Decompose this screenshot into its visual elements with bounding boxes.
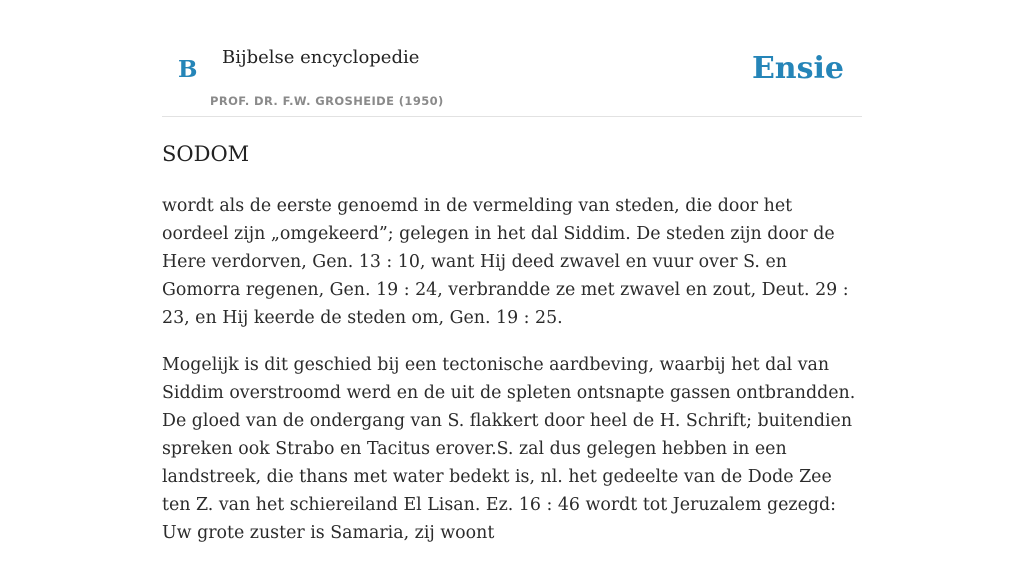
source-header (162, 0, 862, 117)
page (162, 0, 862, 543)
article-paragraph: Mogelijk is dit geschied bij een tectonische aardbeving, waarbij het dal van Siddim overstroomd werd en de uit de spleten ontsnapte gassen ontbrandden. De gloed van de ondergang van S. flakkert door heel de H. Schrift; buitendien spreken ook Strabo en Tacitus erover.S. zal dus gelegen hebben in een landstreek, die thans met water bedekt is, nl. het gedeelte van de Dode Zee ten Z. van het schiereiland El Lisan. Ez. 16 : 46 wordt tot Jeruzalem gezegd: Uw grote zuster is Samaria, zij woont (162, 355, 856, 543)
book-author: PROF. DR. F.W. GROSHEIDE (1950) (210, 94, 444, 108)
article-title: SODOM (162, 142, 250, 166)
brand-logo[interactable]: Ensie (751, 51, 844, 86)
article-paragraph: wordt als de eerste genoemd in de vermelding van steden, die door het oordeel zijn „omgekeerd”; gelegen in het dal Siddim. De steden zijn door de Here verdorven, Gen. 13 : 10, want Hij deed zwavel en vuur over S. en Gomorra regenen, Gen. 19 : 24, verbrandde ze met zwavel en zout, Deut. 29 : 23, en Hij keerde de steden om, Gen. 19 : 25. (162, 196, 849, 328)
book-title[interactable]: Bijbelse encyclopedie (222, 47, 420, 68)
book-logo-icon[interactable]: B (178, 56, 198, 83)
article-body (162, 192, 862, 566)
